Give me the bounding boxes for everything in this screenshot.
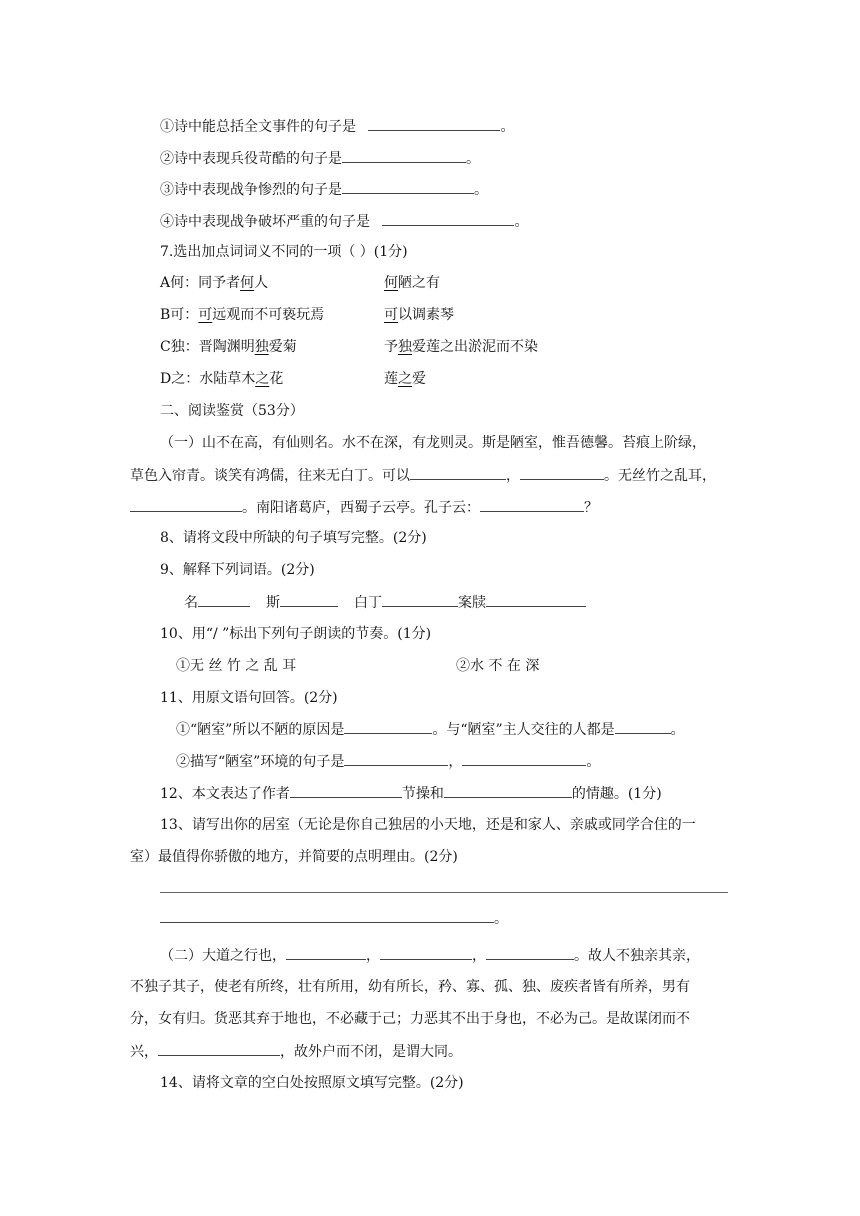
q6-item-2: ②诗中表现兵役苛酷的句子是 。 — [160, 148, 480, 169]
answer-blank[interactable] — [158, 1041, 280, 1056]
answer-blank[interactable] — [160, 908, 494, 923]
answer-blank[interactable] — [342, 179, 474, 194]
passage-line-2: 草色入帘青。谈笑有鸿儒，往来无白丁。可以 ， 。无丝竹之乱耳， — [130, 465, 716, 486]
answer-blank[interactable] — [198, 592, 250, 607]
q7-option-c-left: C独：晋陶渊明独爱菊 — [160, 339, 297, 355]
answer-blank[interactable] — [368, 116, 500, 131]
q7-option-a-left: A何：同予者何人 — [160, 275, 269, 291]
answer-blank[interactable] — [344, 719, 432, 734]
answer-blank[interactable] — [380, 945, 472, 960]
answer-blank[interactable] — [410, 465, 506, 480]
q11-item-1: ①“陋室”所以不陋的原因是 。与“陋室”主人交往的人都是 。 — [176, 719, 685, 740]
answer-blank[interactable] — [615, 719, 671, 734]
q11-item-2: ②描写“陋室”环境的句子是 ， 。 — [176, 751, 600, 772]
answer-blank[interactable] — [344, 751, 448, 766]
answer-blank[interactable] — [382, 592, 458, 607]
q10-sentence-a: ①无 丝 竹 之 乱 耳 — [176, 658, 297, 674]
question-13-line-2: 室）最值得你骄傲的地方，并简要的点明理由。(2分) — [130, 849, 458, 865]
answer-blank[interactable] — [290, 783, 402, 798]
question-14: 14、请将文章的空白处按照原文填写完整。(2分) — [160, 1075, 464, 1091]
q7-stem: 7.选出加点词词义不同的一项（ ）(1分) — [160, 244, 408, 260]
q7-option-d-left: D之：水陆草木之花 — [160, 371, 284, 387]
answer-blank[interactable] — [342, 148, 466, 163]
answer-blank[interactable] — [280, 592, 338, 607]
q7-option-a-right: 何陋之有 — [384, 275, 440, 291]
answer-blank[interactable] — [130, 497, 242, 512]
question-10: 10、用“/ ”标出下列句子朗读的节奏。(1分) — [160, 626, 432, 642]
passage-line-1: （一）山不在高，有仙则名。水不在深，有龙则灵。斯是陋室，惟吾德馨。苔痕上阶绿， — [160, 435, 706, 451]
q7-option-d-right: 莲之爱 — [384, 371, 426, 387]
question-13-line-1: 13、请写出你的居室（无论是你自己独居的小天地，还是和家人、亲戚或同学合住的一 — [160, 817, 696, 833]
answer-blank[interactable] — [286, 945, 366, 960]
passage2-line-1: （二）大道之行也， ， ， 。故人不独亲其亲， — [160, 945, 700, 966]
q6-item-1: ①诗中能总括全文事件的句子是 。 — [160, 116, 514, 137]
answer-blank[interactable] — [520, 465, 604, 480]
passage2-line-3: 分，女有归。货恶其弃于地也，不必藏于己；力恶其不出于身也，不必为己。是故谋闭而不 — [130, 1011, 690, 1027]
passage2-line-2: 不独子其子，使老有所终，壮有所用，幼有所长，矜、寡、孤、独、废疾者皆有所养，男有 — [130, 979, 690, 995]
passage-line-3: 。南阳诸葛庐，西蜀子云亭。孔子云： ？ — [130, 497, 598, 518]
answer-line[interactable] — [160, 892, 728, 893]
question-11: 11、用原文语句回答。(2分) — [160, 690, 338, 706]
q10-sentence-b: ②水 不 在 深 — [456, 658, 540, 674]
answer-blank[interactable] — [382, 211, 514, 226]
section-heading: 二、阅读鉴赏（53分） — [160, 403, 304, 419]
q9-terms: 名 斯 白丁 案牍 — [184, 592, 586, 613]
question-9: 9、解释下列词语。(2分) — [160, 562, 315, 578]
answer-blank[interactable] — [486, 592, 586, 607]
answer-blank[interactable] — [444, 783, 572, 798]
q6-item-3: ③诗中表现战争惨烈的句子是 。 — [160, 179, 488, 200]
answer-blank[interactable] — [480, 497, 584, 512]
answer-blank[interactable] — [486, 945, 574, 960]
passage2-line-4: 兴， ，故外户而不闭，是谓大同。 — [130, 1041, 462, 1062]
q6-item-4: ④诗中表现战争破坏严重的句子是 。 — [160, 211, 528, 232]
answer-blank[interactable] — [462, 751, 586, 766]
answer-line-2: 。 — [160, 908, 508, 929]
q7-option-c-right: 予独爱莲之出淤泥而不染 — [384, 339, 538, 355]
q7-option-b-left: B可：可远观而不可亵玩焉 — [160, 307, 325, 323]
question-12: 12、本文表达了作者 节操和 的情趣。(1分) — [160, 783, 662, 804]
q7-option-b-right: 可以调素琴 — [384, 307, 454, 323]
question-8: 8、请将文段中所缺的句子填写完整。(2分) — [160, 530, 427, 546]
